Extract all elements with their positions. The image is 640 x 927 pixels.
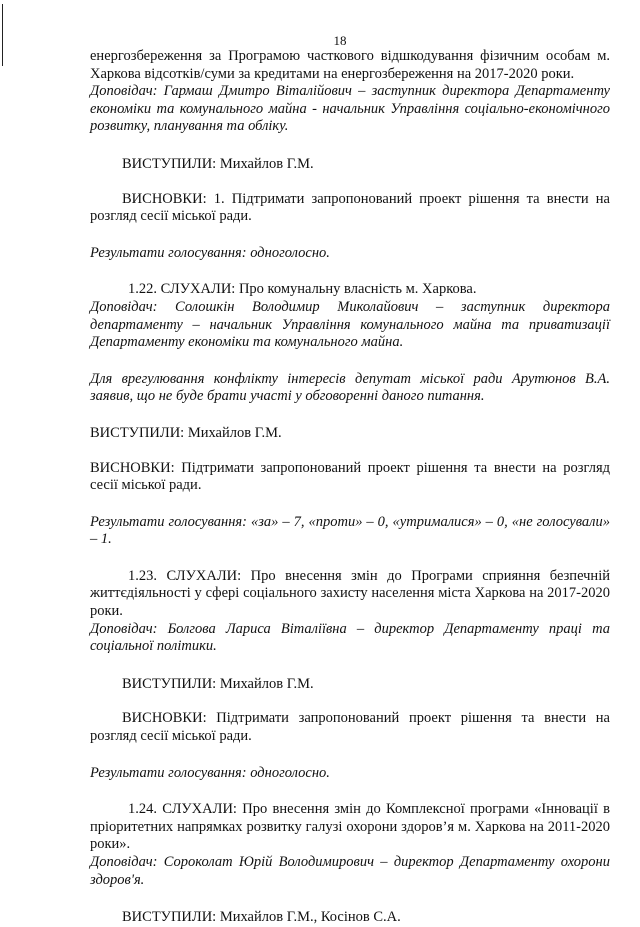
voting-result: Результати голосування: одноголосно. — [90, 764, 330, 781]
speaker-line: Доповідач: Гармаш Дмитро Віталійович – заступник директора Департаменту економіки та комунального майна - начальник Управління соціально-економічного розвитку, планування та обліку. — [90, 83, 610, 135]
conclusions-line: ВИСНОВКИ: Підтримати запропонований проект рішення та внести на розгляд сесії міської ради. — [90, 710, 610, 745]
speaker-line: Доповідач: Болгова Лариса Віталіївна – директор Департаменту праці та соціальної політики. — [90, 620, 610, 655]
agenda-item-heading: 1.24. СЛУХАЛИ: Про внесення змін до Комплексної програми «Інновації в пріоритетних напрямках розвитку галузі охорони здоров’я м. Харкова на 2011-2020 роки». — [90, 801, 610, 853]
speaker-line: Доповідач: Сороколат Юрій Володимирович – директор Департаменту охорони здоров'я. — [90, 854, 610, 888]
conclusions-line: ВИСНОВКИ: 1. Підтримати запропонований проект рішення та внести на розгляд сесії міської ради. — [90, 190, 610, 225]
paragraph-item-text: енергозбереження за Програмою часткового відшкодування фізичним особам м. Харкова відсотків/суми за кредитами на енергозбереження на 2017-2020 роки. — [90, 48, 610, 82]
speaker-line: Доповідач: Солошкін Володимир Миколайович – заступник директора департаменту – начальник Управління комунального майна та приватизації Департаменту економіки та комунального майна. — [90, 298, 610, 351]
speakers-line: ВИСТУПИЛИ: Михайлов Г.М., Косінов С.А. — [122, 909, 401, 926]
conflict-of-interest-note: Для врегулювання конфлікту інтересів депутат міської ради Арутюнов В.А. заявив, що не буде брати участі у обговоренні даного питання. — [90, 370, 610, 405]
speakers-line: ВИСТУПИЛИ: Михайлов Г.М. — [90, 424, 282, 441]
voting-result: Результати голосування: «за» – 7, «проти» – 0, «утрималися» – 0, «не голосували» – 1. — [90, 513, 610, 548]
page-number: 18 — [333, 33, 347, 48]
document-body — [90, 48, 610, 927]
agenda-item-heading: 1.22. СЛУХАЛИ: Про комунальну власність м. Харкова. — [128, 281, 477, 298]
agenda-item-heading: 1.23. СЛУХАЛИ: Про внесення змін до Програми сприяння безпечній життєдіяльності у сфері соціального захисту населення міста Харкова на 2017-2020 роки. — [90, 567, 610, 620]
voting-result: Результати голосування: одноголосно. — [90, 244, 330, 261]
speakers-line: ВИСТУПИЛИ: Михайлов Г.М. — [122, 675, 314, 692]
speakers-line: ВИСТУПИЛИ: Михайлов Г.М. — [122, 155, 314, 172]
conclusions-line: ВИСНОВКИ: Підтримати запропонований проект рішення та внести на розгляд сесії міської ради. — [90, 459, 610, 494]
